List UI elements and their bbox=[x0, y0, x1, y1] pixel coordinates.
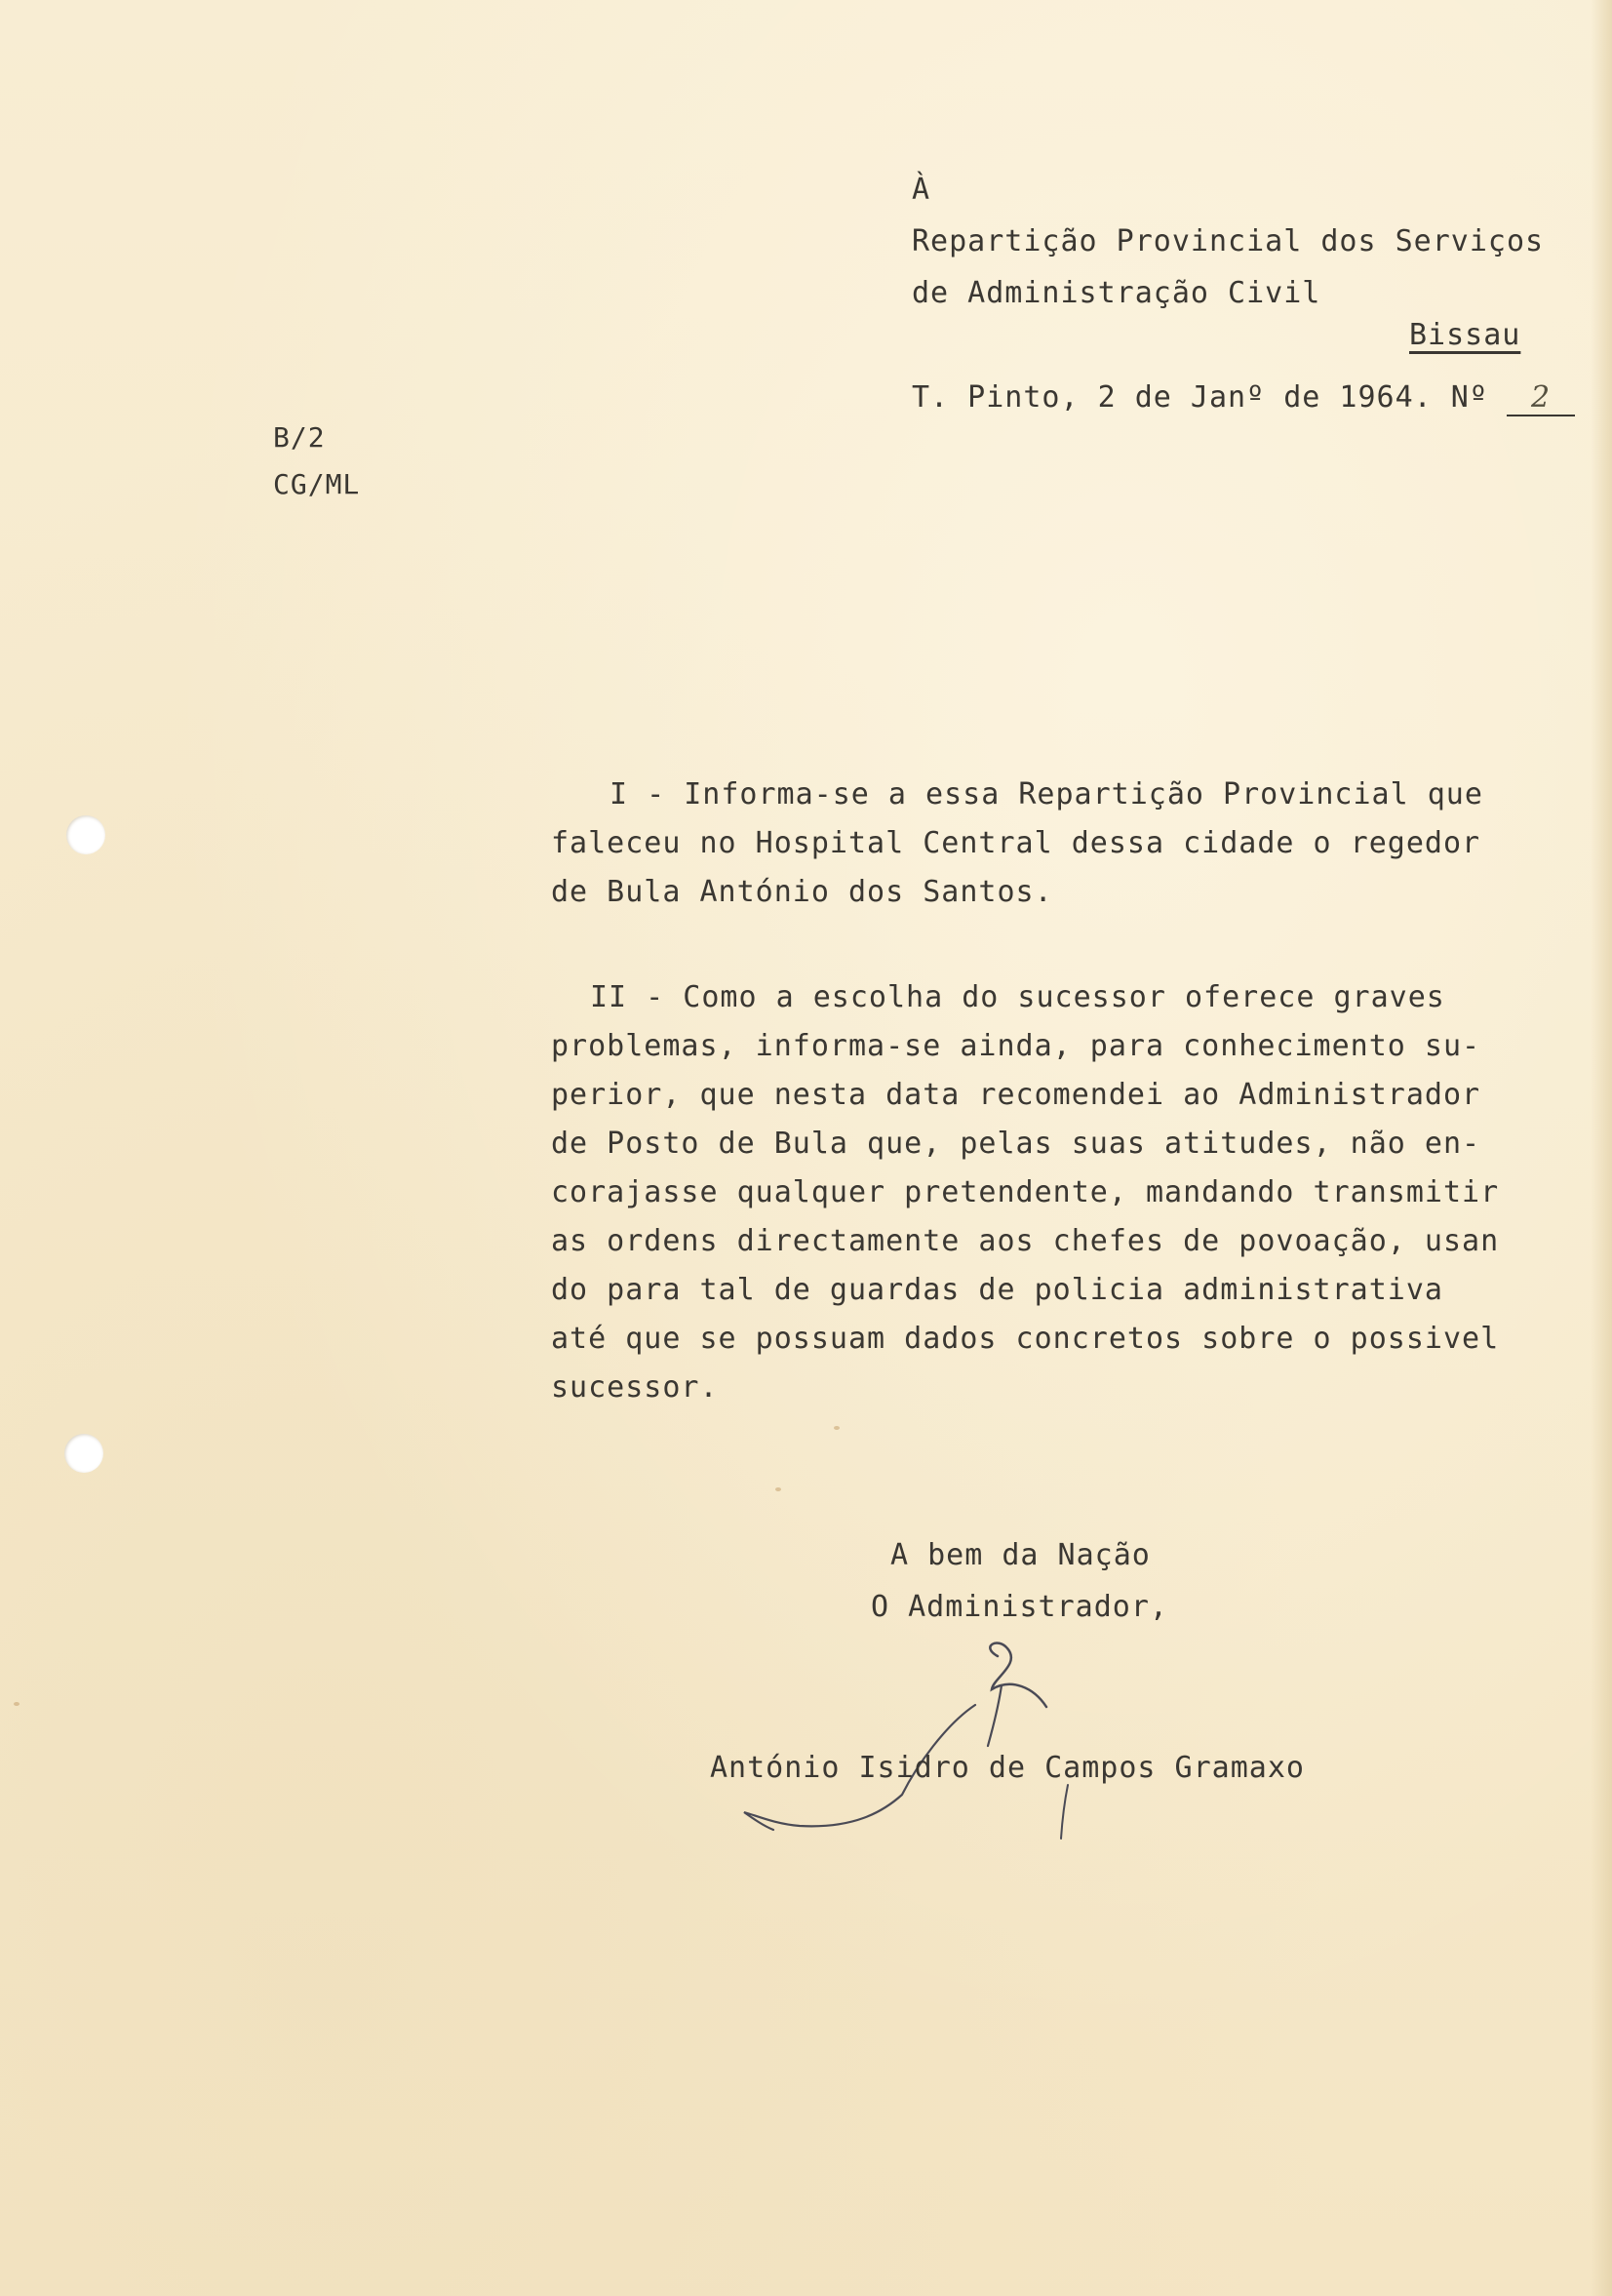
signatory-name: António Isidro de Campos Gramaxo bbox=[710, 1751, 1305, 1785]
paper-edge-shadow bbox=[1591, 0, 1612, 2296]
closing-salutation: A bem da Nação bbox=[890, 1538, 1151, 1572]
addressee-prefix: À bbox=[912, 173, 931, 207]
paragraph-2-line: II - Como a escolha do sucessor oferece graves bbox=[590, 980, 1445, 1014]
date-line bbox=[912, 380, 1575, 416]
reference-line-2: CG/ML bbox=[273, 468, 361, 500]
paragraph-1-line: faleceu no Hospital Central dessa cidade o regedor bbox=[551, 826, 1481, 860]
punch-hole-bottom bbox=[64, 1434, 103, 1473]
paragraph-1 bbox=[551, 771, 1575, 917]
paper-speck bbox=[14, 1702, 20, 1706]
paragraph-2-line: corajasse qualquer pretendente, mandando transmitir bbox=[551, 1175, 1500, 1209]
reference-code bbox=[273, 415, 360, 508]
paragraph-2-line: perior, que nesta data recomendei ao Administrador bbox=[551, 1078, 1481, 1112]
paragraph-1-line: de Bula António dos Santos. bbox=[551, 875, 1053, 909]
paragraph-1-line: I - Informa-se a essa Repartição Provincial que bbox=[609, 777, 1483, 812]
addressee-line-1: Repartição Provincial dos Serviços bbox=[912, 224, 1545, 258]
paragraph-2-line: problemas, informa-se ainda, para conhecimento su- bbox=[551, 1029, 1481, 1063]
closing-title: O Administrador, bbox=[871, 1590, 1168, 1624]
addressee-block bbox=[912, 164, 1544, 319]
paragraph-2-line: as ordens directamente aos chefes de povoação, usan bbox=[551, 1224, 1500, 1258]
date-text: T. Pinto, 2 de Janº de 1964. Nº bbox=[912, 380, 1488, 415]
paragraph-2-line: de Posto de Bula que, pelas suas atitudes, não en- bbox=[551, 1127, 1481, 1161]
paragraph-2 bbox=[551, 973, 1575, 1412]
handwritten-signature bbox=[736, 1639, 1126, 1843]
reference-line-1: B/2 bbox=[273, 421, 326, 454]
addressee-city: Bissau bbox=[1409, 318, 1521, 352]
handwritten-number: 2 bbox=[1507, 380, 1575, 416]
closing-block bbox=[871, 1529, 1168, 1633]
paragraph-2-line: até que se possuam dados concretos sobre o possivel bbox=[551, 1322, 1500, 1356]
paragraph-2-line: do para tal de guardas de policia administrativa bbox=[551, 1273, 1443, 1307]
paragraph-2-line: sucessor. bbox=[551, 1370, 719, 1405]
punch-hole-top bbox=[66, 815, 105, 854]
paper-speck bbox=[834, 1426, 840, 1430]
addressee-line-2: de Administração Civil bbox=[912, 276, 1321, 310]
paper-speck bbox=[775, 1487, 781, 1491]
